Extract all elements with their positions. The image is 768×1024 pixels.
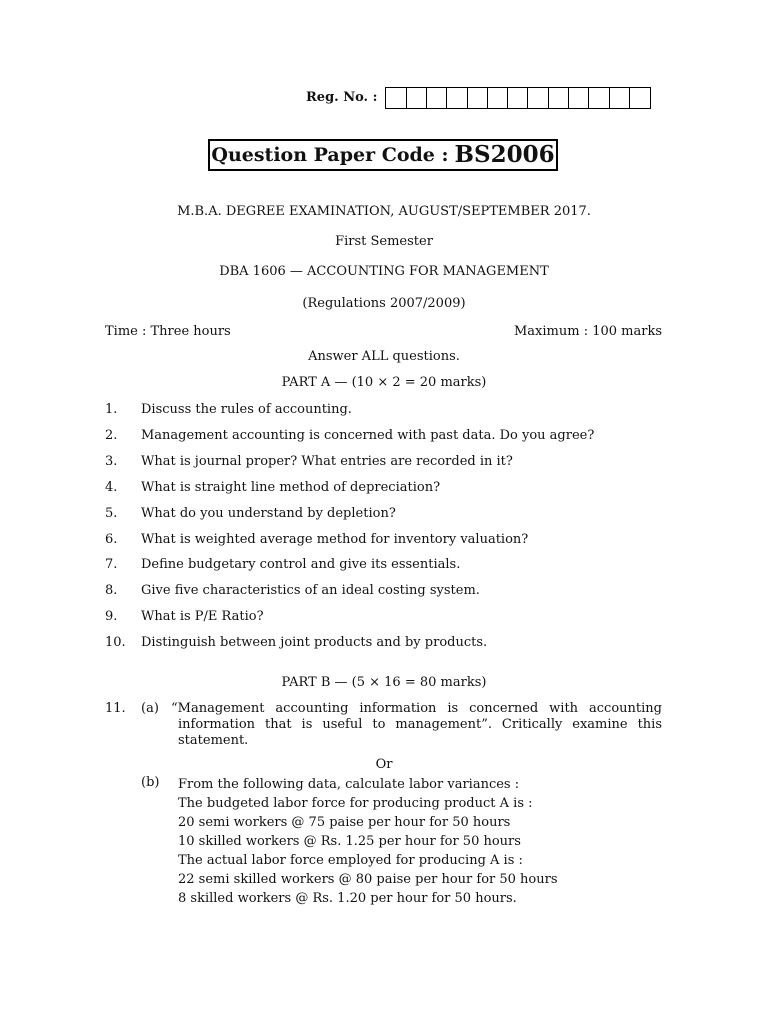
reg-number-row	[306, 87, 651, 109]
reg-number-box	[468, 88, 488, 108]
question-text: Define budgetary control and give its essentials.	[141, 557, 461, 573]
question-text: Distinguish between joint products and by products.	[141, 635, 488, 651]
reg-number-box	[610, 88, 630, 108]
question-text: What is journal proper? What entries are recorded in it?	[141, 453, 513, 469]
question-paper-code-box	[208, 139, 558, 171]
question-11b-line: 20 semi workers @ 75 paise per hour for 50 hours	[178, 815, 511, 830]
question-11b-line: 8 skilled workers @ Rs. 1.20 per hour for 50 hours.	[178, 891, 517, 906]
reg-number-box	[488, 88, 508, 108]
reg-number-boxes	[385, 87, 651, 109]
question-text: Give five characteristics of an ideal costing system.	[141, 583, 480, 599]
question-number: 3.	[105, 453, 118, 469]
or-separator: Or	[375, 757, 393, 772]
question-number: 5.	[105, 505, 118, 521]
question-11b-line: From the following data, calculate labor variances :	[178, 777, 520, 792]
question-11b-line: 22 semi skilled workers @ 80 paise per hour for 50 hours	[178, 872, 558, 887]
regulations: (Regulations 2007/2009)	[302, 296, 466, 311]
question-text: What do you understand by depletion?	[141, 505, 396, 521]
question-number: 4.	[105, 479, 118, 495]
question-11b-line: The budgeted labor force for producing product A is :	[178, 796, 533, 811]
reg-number-box	[569, 88, 589, 108]
question-number: 11.	[105, 701, 126, 716]
reg-number-box	[549, 88, 569, 108]
reg-number-box	[407, 88, 427, 108]
question-text: What is straight line method of depreciation?	[141, 479, 441, 495]
question-11b-text	[178, 775, 558, 908]
question-number: 6.	[105, 531, 118, 547]
reg-number-box	[427, 88, 447, 108]
question-number: 1.	[105, 402, 118, 417]
maximum-marks: Maximum : 100 marks	[513, 324, 662, 339]
question-number: 9.	[105, 609, 118, 625]
reg-number-box	[386, 88, 406, 108]
option-label: (a)	[141, 701, 159, 716]
question-number: 2.	[105, 427, 118, 443]
question-paper-code-value: BS2006	[454, 141, 555, 168]
part-a-title: PART A — (10 × 2 = 20 marks)	[281, 375, 487, 390]
question-text: What is P/E Ratio?	[141, 609, 264, 625]
question-number: 7.	[105, 557, 118, 573]
question-number: 10.	[105, 635, 126, 651]
exam-title: M.B.A. DEGREE EXAMINATION, AUGUST/SEPTEMBER 2017.	[177, 204, 591, 219]
reg-number-box	[508, 88, 528, 108]
reg-number-box	[589, 88, 609, 108]
semester: First Semester	[335, 234, 433, 249]
instruction: Answer ALL questions.	[308, 349, 460, 364]
reg-number-label: Reg. No. :	[306, 90, 378, 105]
question-11a-text: “Management accounting information is concerned with accounting information that is useful to management”. Critically examine this statement.	[171, 701, 662, 748]
question-text: Management accounting is concerned with past data. Do you agree?	[141, 427, 595, 443]
question-paper-code-label: Question Paper Code :	[211, 144, 449, 166]
question-text: Discuss the rules of accounting.	[141, 402, 352, 417]
question-text: What is weighted average method for inventory valuation?	[141, 531, 529, 547]
time-allowed: Time : Three hours	[105, 324, 231, 339]
question-11b-line: The actual labor force employed for producing A is :	[178, 853, 523, 868]
reg-number-box	[447, 88, 467, 108]
question-11b-line: 10 skilled workers @ Rs. 1.25 per hour for 50 hours	[178, 834, 521, 849]
question-number: 8.	[105, 583, 118, 599]
reg-number-box	[528, 88, 548, 108]
subject-title: DBA 1606 — ACCOUNTING FOR MANAGEMENT	[219, 264, 549, 279]
part-b-title: PART B — (5 × 16 = 80 marks)	[281, 675, 487, 690]
option-label: (b)	[141, 775, 160, 790]
reg-number-box	[630, 88, 650, 108]
